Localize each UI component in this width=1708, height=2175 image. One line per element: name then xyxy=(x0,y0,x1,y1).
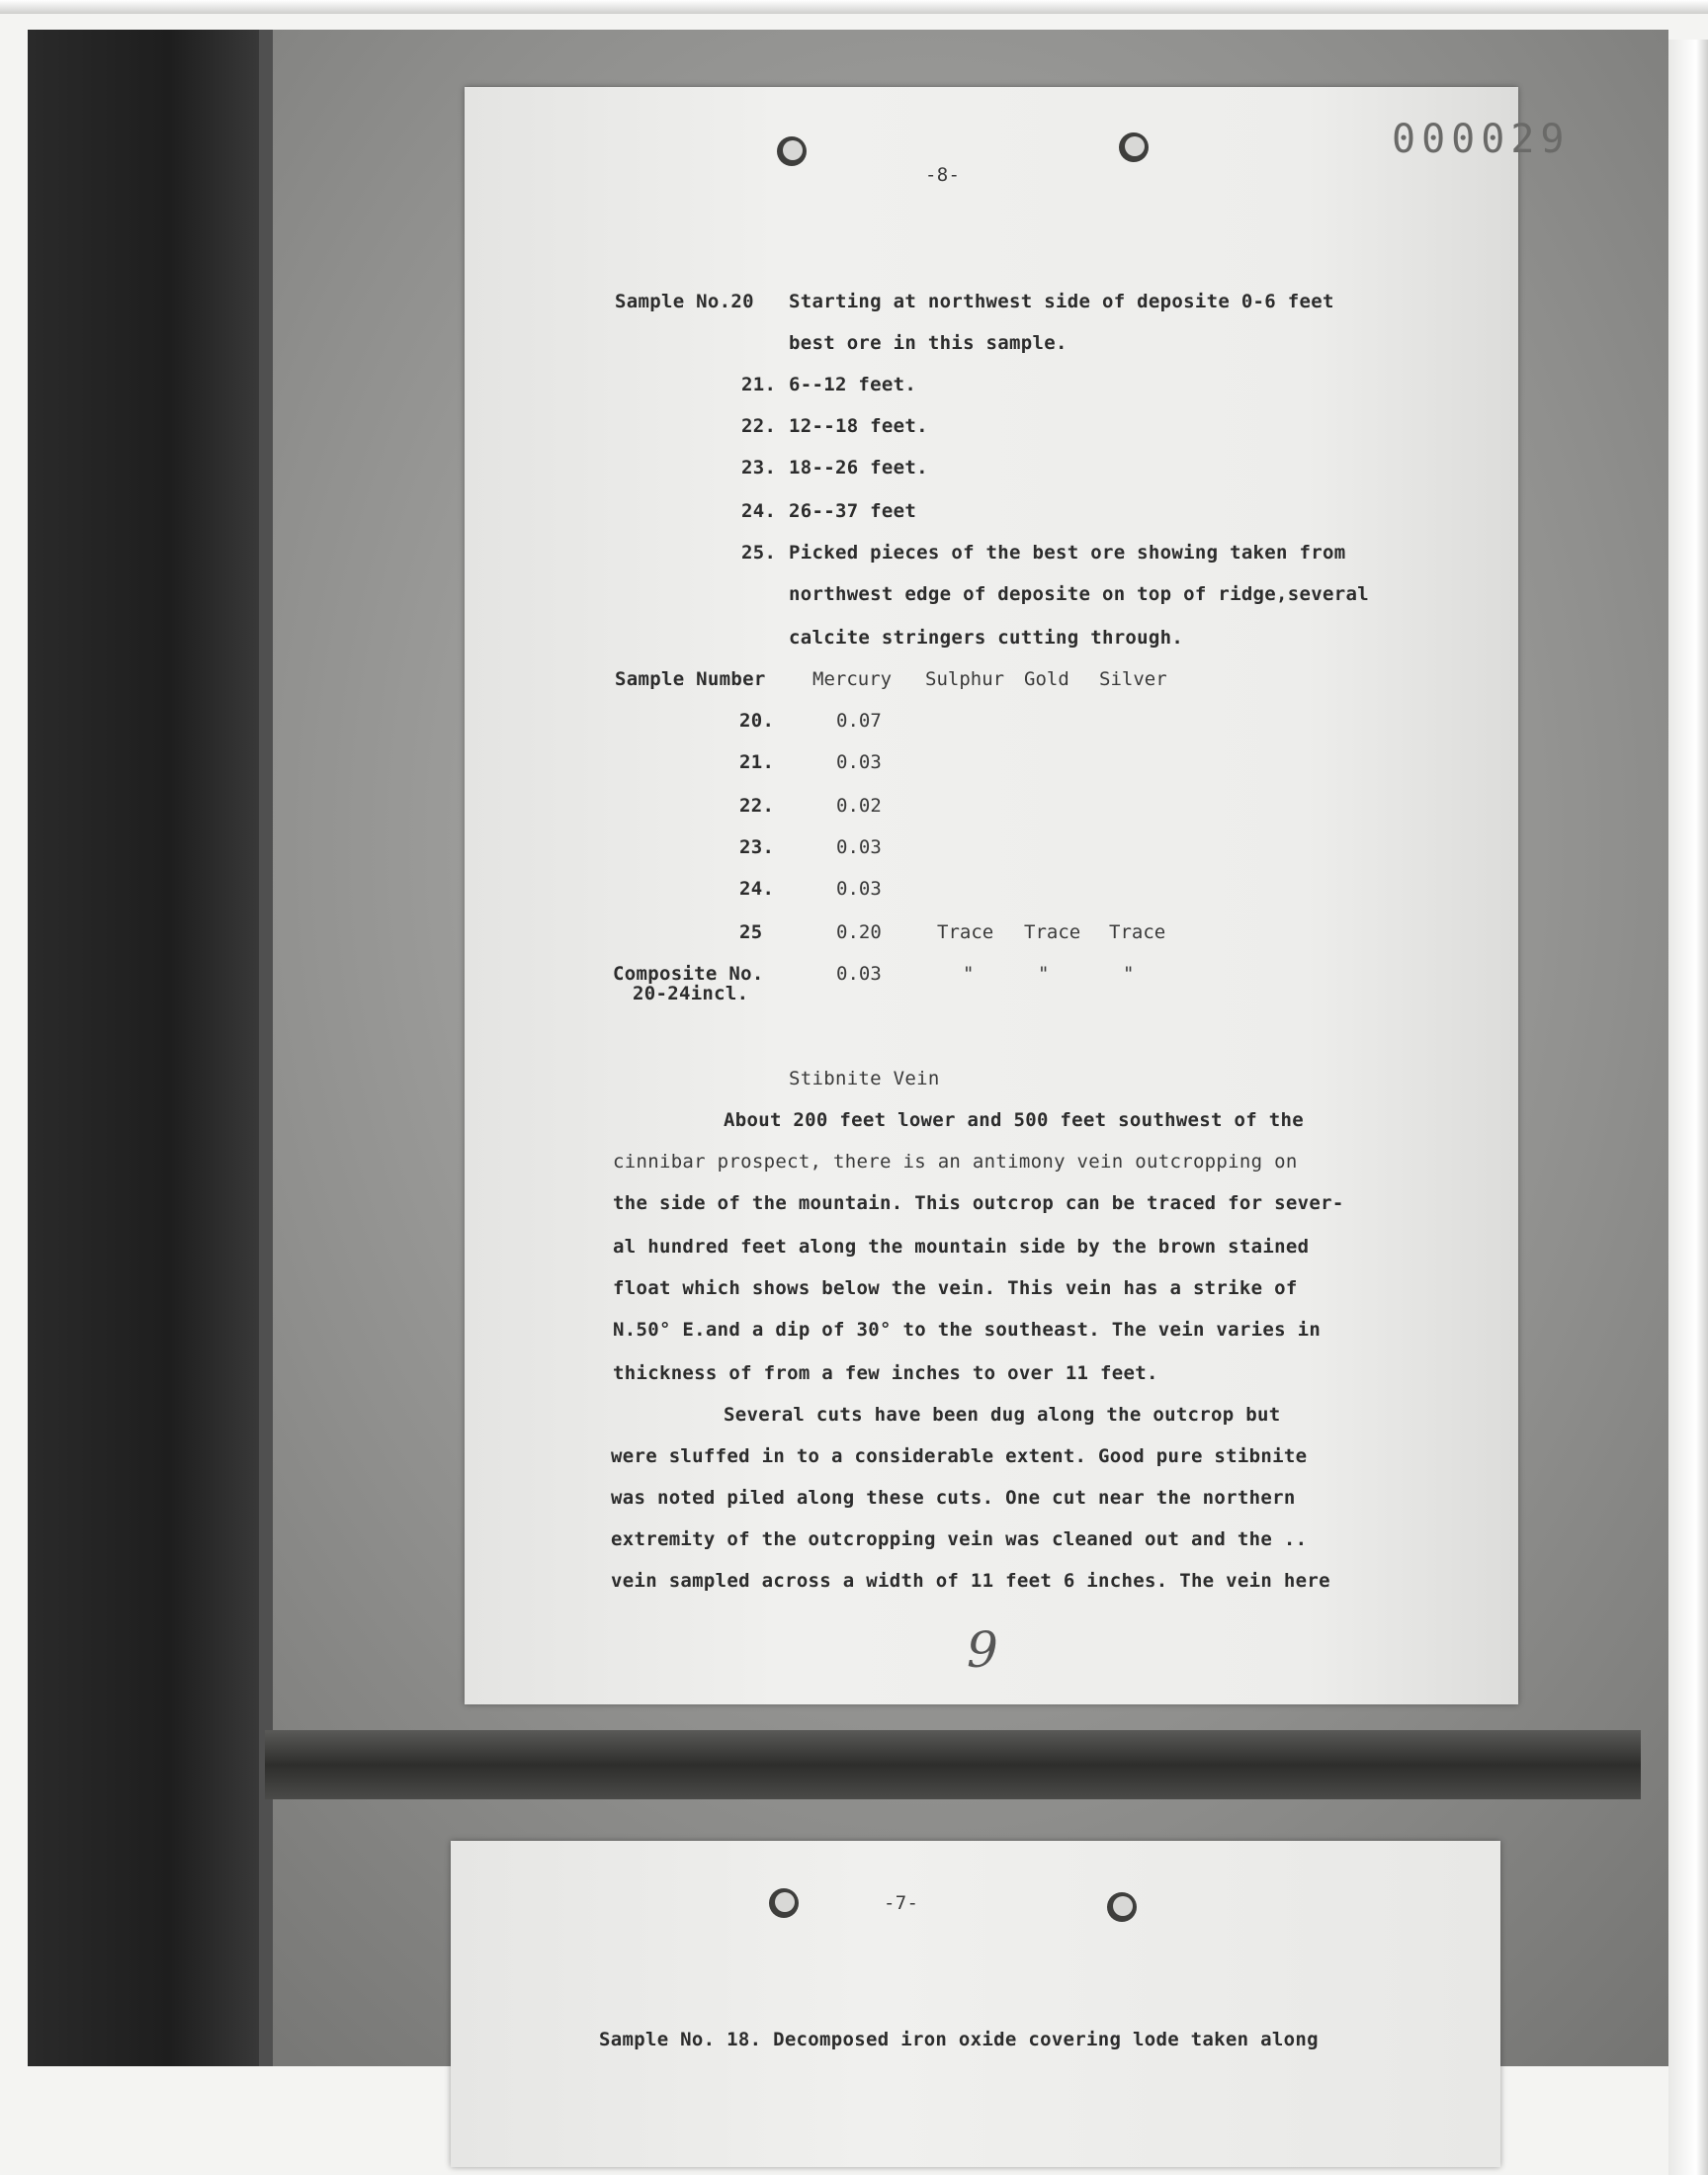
sample-text: best ore in this sample. xyxy=(789,332,1068,354)
document-stamp-number: 000029 xyxy=(1392,117,1571,162)
section-title: Stibnite Vein xyxy=(789,1068,940,1089)
table-row-mercury: 0.03 xyxy=(836,963,882,985)
paragraph-line: the side of the mountain. This outcrop can be traced for sever- xyxy=(613,1192,1344,1214)
punch-hole-left xyxy=(777,136,807,166)
sample-label: 21. xyxy=(741,374,777,395)
page-number: -8- xyxy=(925,164,961,186)
sample-text: Starting at northwest side of deposite 0-6 feet xyxy=(789,291,1334,312)
table-row-gold: " xyxy=(1038,963,1050,985)
page-number: -7- xyxy=(884,1892,919,1914)
paragraph-line: were sluffed in to a considerable extent. Good pure stibnite xyxy=(611,1445,1308,1467)
paragraph-line: was noted piled along these cuts. One cut near the northern xyxy=(611,1487,1296,1509)
table-row-mercury: 0.03 xyxy=(836,751,882,773)
binding-strip xyxy=(28,30,265,2066)
sample-label: Sample No.20 xyxy=(615,291,754,312)
table-row-sample: 21. xyxy=(739,751,775,773)
sample-label: 24. xyxy=(741,500,777,522)
table-row-sample: 20. xyxy=(739,710,775,732)
paragraph-line: thickness of from a few inches to over 11 feet. xyxy=(613,1362,1158,1384)
paragraph-line: Several cuts have been dug along the outcrop but xyxy=(724,1404,1281,1426)
table-header-sulphur: Sulphur xyxy=(925,668,1005,690)
sample-label: 25. xyxy=(741,542,777,564)
frame-right-edge xyxy=(1668,40,1708,2175)
table-header-silver: Silver xyxy=(1099,668,1167,690)
sample-text: northwest edge of deposite on top of ridge,several xyxy=(789,583,1369,605)
table-row-mercury: 0.20 xyxy=(836,921,882,943)
sample-text: Picked pieces of the best ore showing taken from xyxy=(789,542,1346,564)
paragraph-line: extremity of the outcropping vein was cleaned out and the .. xyxy=(611,1528,1308,1550)
paragraph-line: cinnibar prospect, there is an antimony vein outcropping on xyxy=(613,1151,1298,1173)
document-page-lower xyxy=(451,1841,1500,2167)
table-row-sample-sub: 20-24incl. xyxy=(633,983,749,1004)
table-row-sample: Composite No. xyxy=(613,963,764,985)
table-header-sample: Sample Number xyxy=(615,668,766,690)
frame-top-edge xyxy=(0,0,1708,14)
table-row-silver: Trace xyxy=(1109,921,1166,943)
paragraph-line: al hundred feet along the mountain side by the brown stained xyxy=(613,1236,1310,1258)
sample-text: 18--26 feet. xyxy=(789,457,928,478)
table-row-mercury: 0.03 xyxy=(836,878,882,900)
table-row-mercury: 0.07 xyxy=(836,710,882,732)
table-row-sample: 23. xyxy=(739,836,775,858)
sample-text: 26--37 feet xyxy=(789,500,917,522)
punch-hole-right xyxy=(1107,1892,1137,1922)
table-row-sulphur: " xyxy=(963,963,975,985)
table-row-sample: 25 xyxy=(739,921,763,943)
paragraph-line: float which shows below the vein. This vein has a strike of xyxy=(613,1277,1298,1299)
table-row-silver: " xyxy=(1123,963,1135,985)
table-row-mercury: 0.02 xyxy=(836,795,882,817)
table-row-sulphur: Trace xyxy=(937,921,994,943)
paragraph-line: N.50° E.and a dip of 30° to the southeast. The vein varies in xyxy=(613,1319,1322,1341)
sample-label: 23. xyxy=(741,457,777,478)
sample-text: calcite stringers cutting through. xyxy=(789,627,1184,649)
table-row-gold: Trace xyxy=(1024,921,1081,943)
punch-hole-right xyxy=(1119,132,1149,162)
paragraph-line: vein sampled across a width of 11 feet 6 inches. The vein here xyxy=(611,1570,1330,1592)
sample-label: 22. xyxy=(741,415,777,437)
sample-text: 6--12 feet. xyxy=(789,374,917,395)
sample-text: 12--18 feet. xyxy=(789,415,928,437)
page-separator-band xyxy=(265,1730,1641,1799)
paragraph-line: About 200 feet lower and 500 feet southwest of the xyxy=(724,1109,1304,1131)
table-header-gold: Gold xyxy=(1024,668,1069,690)
first-line: Sample No. 18. Decomposed iron oxide covering lode taken along xyxy=(599,2029,1319,2050)
table-row-sample: 22. xyxy=(739,795,775,817)
table-row-sample: 24. xyxy=(739,878,775,900)
punch-hole-left xyxy=(769,1888,799,1918)
handwritten-page-number: 9 xyxy=(967,1621,998,1679)
table-row-mercury: 0.03 xyxy=(836,836,882,858)
document-page-upper xyxy=(465,87,1518,1704)
table-header-mercury: Mercury xyxy=(812,668,893,690)
